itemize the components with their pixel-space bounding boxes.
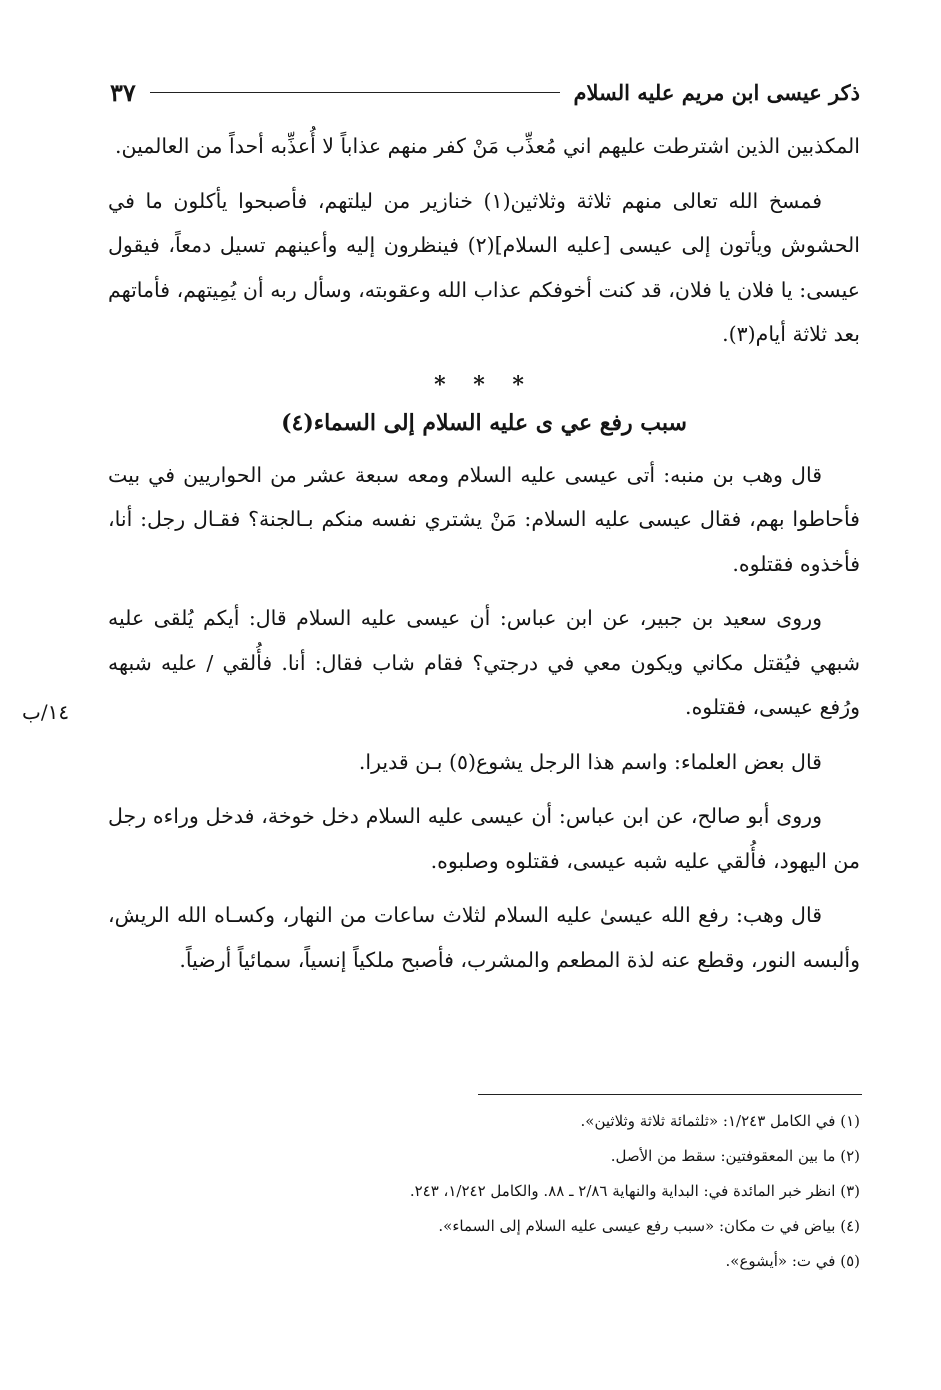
running-header: [110, 72, 860, 112]
paragraph: فمسخ الله تعالى منهم ثلاثة وثلاثين(١) خنازير من ليلتهم، فأصبحوا يأكلون ما في الحشوش ويأتون إلى عيسى [عليه السلام](٢) فينظرون إليه وأعينهم تسيل دمعاً، فيقول عيسى: يا فلان يا فلان، قد كنت أخوفكم عذاب الله وعقوبته، وسأل ربه أن يُمِيتهم، فأماتهم بعد ثلاثة أيام(٣).: [108, 188, 860, 346]
header-rule: [150, 92, 560, 93]
paragraph: قال بعض العلماء: واسم هذا الرجل يشوع(٥) بـن قديرا.: [358, 749, 822, 774]
footnote: (٥) في ت: «أيشوع».: [725, 1252, 860, 1270]
page-number: ٣٧: [110, 77, 136, 107]
body-text: [108, 124, 860, 992]
footnote: (٤) بياض في ت مكان: «سبب رفع عيسى عليه السلام إلى السماء».: [438, 1217, 860, 1235]
footnote-rule: [478, 1094, 862, 1095]
section-separator: * * *: [434, 371, 534, 398]
paragraph: قال وهب بن منبه: أتى عيسى عليه السلام ومعه سبعة عشر من الحواريين في بيت فأحاطوا بهم، فقال عيسى عليه السلام: مَنْ يشتري نفسه منكم بـالجنة؟ فقـال رجل: أنا، فأخذوه فقتلوه.: [108, 462, 860, 576]
footnote: (١) في الكامل ١/٢٤٣: «ثلثمائة ثلاثة وثلاثين».: [580, 1112, 860, 1130]
footnote: (٢) ما بين المعقوفتين: سقط من الأصل.: [610, 1147, 860, 1165]
manuscript-folio-note: ١٤/ب: [22, 700, 70, 724]
paragraph: وروى سعيد بن جبير، عن ابن عباس: أن عيسى عليه السلام قال: أيكم يُلقى عليه شبهي فيُقتل مكاني ويكون معي في درجتي؟ فقام شاب فقال: أنا. فأُلقي / عليه شبهه ورُفع عيسى، فقتلوه.: [108, 606, 860, 719]
running-title: ذكر عيسى ابن مريم عليه السلام: [573, 79, 860, 105]
footnotes: [250, 1104, 860, 1279]
section-heading: سبب رفع عي ى عليه السلام إلى السماء(٤): [281, 409, 687, 436]
paragraph: المكذبين الذين اشترطت عليهم اني مُعذِّب مَنْ كفر منهم عذاباً لا أُعذِّبه أحداً من العالمين.: [114, 134, 860, 158]
footnote: (٣) انظر خبر المائدة في: البداية والنهاية ٢/٨٦ ـ ٨٨. والكامل ١/٢٤٢، ٢٤٣.: [409, 1182, 860, 1200]
paragraph: قال وهب: رفع الله عيسىٰ عليه السلام لثلاث ساعات من النهار، وكسـاه الله الريش، وألبسه النور، وقطع عنه لذة المطعم والمشرب، فأصبح ملكياً إنسياً، سمائياً أرضياً.: [108, 903, 860, 972]
paragraph: وروى أبو صالح، عن ابن عباس: أن عيسى عليه السلام دخل خوخة، فدخل وراءه رجل من اليهود، فأُلقي عليه شبه عيسى، فقتلوه وصلبوه.: [108, 804, 860, 873]
